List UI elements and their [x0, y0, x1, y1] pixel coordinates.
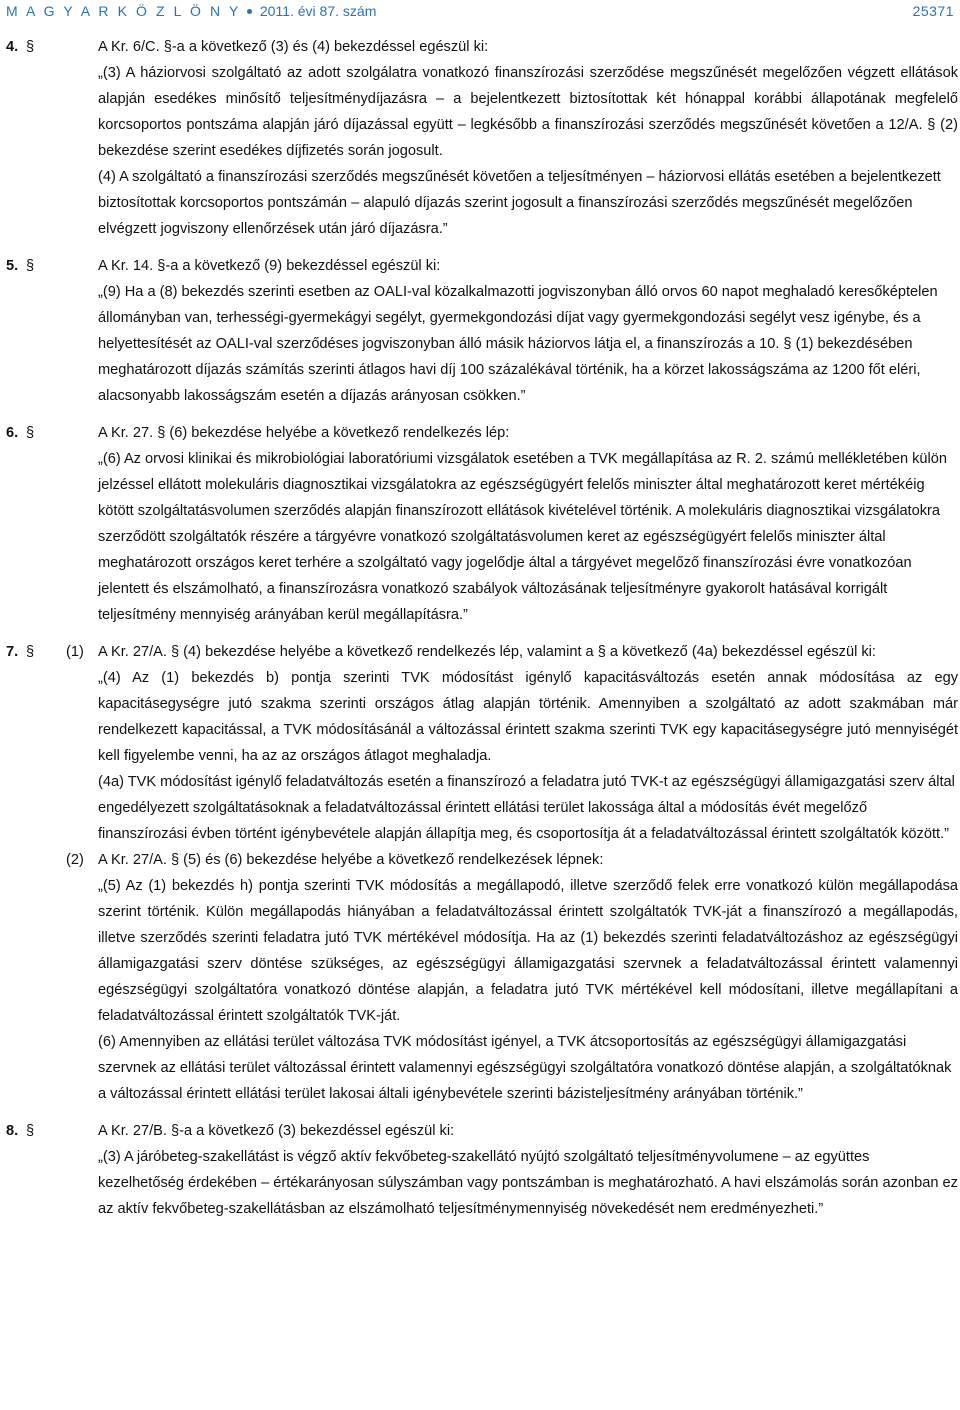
subsection-number: (1) — [66, 644, 84, 660]
paragraph: „(9) Ha a (8) bekezdés szerinti esetben az OALI-val közalkalmazotti jogviszonyban álló orvos 60 napot meghaladó keresőképtelen állományban van, terhességi-gyermekágyi segélyt, gyermekgondozási díjat vagy gyermekgondozási segélyt vesz igénybe, és a helyettesítését az OALI-val szerződéses jogviszonyban álló másik háziorvos látja el, a finanszírozás a 10. § (1) bekezdésében meghatározott díjazás számítás szerinti átlagos havi díj 100 százalékával történik, ha a körzet lakosságszáma az 1200 főt eléri, alacsonyabb lakosságszám esetén a díjazás arányosan csökken.” — [98, 284, 938, 404]
publication-title: M A G Y A R K Ö Z L Ö N Y — [6, 3, 241, 19]
section-sign: § — [26, 425, 35, 441]
subsection-1 — [66, 639, 958, 847]
paragraph: (4) A szolgáltató a finanszírozási szerződés megszűnését követően a teljesítményen – háziorvosi ellátás esetében a bejelentkezett biztosítottak korcsoportos pontszámán – alapuló díjazás szerint jogosult a finanszírozási szerződés megszűnését megelőzően elvégzett jogviszony ellenőrzések után járó díjazásra.” — [98, 169, 941, 237]
section-number: 4. — [6, 39, 19, 55]
page-number: 25371 — [912, 3, 954, 19]
section-sign: § — [26, 39, 35, 55]
section-intro: A Kr. 14. §-a a következő (9) bekezdéssel egészül ki: — [98, 258, 441, 274]
section-6 — [0, 420, 960, 628]
subsection-2 — [66, 847, 958, 1107]
subsection-number: (2) — [66, 852, 84, 868]
subsection-intro: A Kr. 27/A. § (5) és (6) bekezdése helyébe a következő rendelkezések lépnek: — [98, 852, 604, 868]
paragraph: „(5) Az (1) bekezdés h) pontja szerinti TVK módosítás a megállapodó, illetve szerződő felek erre vonatkozó külön megállapodása szerint történik. Külön megállapodás hiányában a feladatváltozással érintett szolgáltatók TVK-ját a finanszírozó a megállapodás, illetve szerződés szerinti feladatra jutó TVK mértékével módosítja. Ha az (1) bekezdés szerinti feladatváltozáshoz az egészségügyi államigazgatási szerv döntése szükséges, az egészségügyi államigazgatási szervnek a feladatváltozással érintett valamennyi egészségügyi szolgáltatóra vonatkozó döntése alapján, a feladatra jutó TVK mértékével kell módosítani, illetve megállapítani a feladatváltozással érintett szolgáltatók TVK-ját. — [98, 878, 958, 1024]
section-8 — [0, 1118, 960, 1222]
section-5 — [0, 253, 960, 409]
section-7 — [0, 639, 960, 1107]
section-number: 6. — [6, 425, 19, 441]
header-left — [6, 3, 376, 19]
paragraph: „(6) Az orvosi klinikai és mikrobiológiai laboratóriumi vizsgálatok esetében a TVK megállapítása az R. 2. számú mellékletében külön jelzéssel ellátott molekuláris diagnosztikai vizsgálatokra az egészségügyért felelős miniszter által meghatározott keret mértékéig kötött szolgáltatásvolumen szerződés alapján finanszírozott ellátások kivételével történik. A molekuláris diagnosztikai vizsgálatokra szerződött szolgáltatók részére a tárgyévre vonatkozó szolgáltatásvolumen keret az egészségügyért felelős miniszter által meghatározott országos keret terhére a szolgáltató vagy jogelődje által a tárgyévet megelőző finanszírozási évre vonatkozóan jelentett és elszámolható, a finanszírozásra vonatkozó szabályok változásának teljesítményre gyakorolt hatásával korrigált teljesítmény mennyiség arányában kerül megállapításra.” — [98, 451, 948, 623]
section-sign: § — [26, 644, 35, 660]
paragraph: „(3) A járóbeteg-szakellátást is végző aktív fekvőbeteg-szakellátó nyújtó szolgáltató teljesítményvolumene – az együttes kezelhetőség érdekében – értékarányosan súlyszámban vagy pontszámban is meghatározható. A havi elszámolás során azonban ez az aktív fekvőbeteg-szakellátásban az elszámolható teljesítménymennyiség növekedését nem eredményezheti.” — [98, 1149, 958, 1217]
issue-label: 2011. évi 87. szám — [259, 3, 377, 19]
section-4 — [0, 34, 960, 242]
section-number: 7. — [6, 644, 19, 660]
subsection-intro: A Kr. 27/A. § (4) bekezdése helyébe a következő rendelkezés lép, valamint a § a következő (4a) bekezdéssel egészül ki: — [98, 644, 876, 660]
paragraph: „(3) A háziorvosi szolgáltató az adott szolgálatra vonatkozó finanszírozási szerződése megszűnését megelőzően végzett ellátások alapján esedékes minősítő teljesítménydíjazásra – a bejelentkezett biztosítottak két hónappal korábbi állapotának megfelelő korcsoportos pontszáma alapján járó díjazással együtt – legkésőbb a finanszírozási szerződés megszűnését követően a 12/A. § (2) bekezdése szerint esedékes díjfizetés során jogosult. — [98, 65, 958, 159]
section-number: 8. — [6, 1123, 19, 1139]
paragraph: „(4) Az (1) bekezdés b) pontja szerinti TVK módosítást igénylő kapacitásváltozás esetén annak módosítása az egy kapacitásegységre jutó szakma szerinti országos átlag alapján történik. Amennyiben a szolgáltató az adott szakmában már rendelkezett kapacitással, a TVK módosításánál a változással érintett szakma szerinti TVK egy kapacitásegységre jutó mennyiségét kell figyelembe venni, ha az az országos átlagot meghaladja. — [98, 670, 958, 764]
paragraph: (4a) TVK módosítást igénylő feladatváltozás esetén a finanszírozó a feladatra jutó TVK-t az egészségügyi államigazgatási szerv által engedélyezett szolgáltatásoknak a feladatváltozással érintett ellátási terület lakossága által a módosítás évét megelőző finanszírozási évben történt igénybevétele alapján állapítja meg, és csoportosítja át a feladatváltozással érintett szolgáltatók között.” — [98, 774, 955, 842]
section-number: 5. — [6, 258, 19, 274]
section-sign: § — [26, 258, 35, 274]
section-intro: A Kr. 27. § (6) bekezdése helyébe a következő rendelkezés lép: — [98, 425, 510, 441]
section-intro: A Kr. 27/B. §-a a következő (3) bekezdéssel egészül ki: — [98, 1123, 455, 1139]
paragraph: (6) Amennyiben az ellátási terület változása TVK módosítást igényel, a TVK átcsoportosítás az egészségügyi államigazgatási szervnek az ellátási terület változással érintett valamennyi egészségügyi szolgáltatóra vonatkozó döntése alapján, a szolgáltatóknak a változással érintett ellátási terület lakosai általi igénybevétele szerinti bázisteljesítmény arányában történik.” — [98, 1034, 952, 1102]
bullet-icon — [247, 9, 252, 14]
section-intro: A Kr. 6/C. §-a a következő (3) és (4) bekezdéssel egészül ki: — [98, 39, 489, 55]
page-header — [6, 0, 954, 22]
document-body — [0, 34, 960, 1222]
section-sign: § — [26, 1123, 35, 1139]
